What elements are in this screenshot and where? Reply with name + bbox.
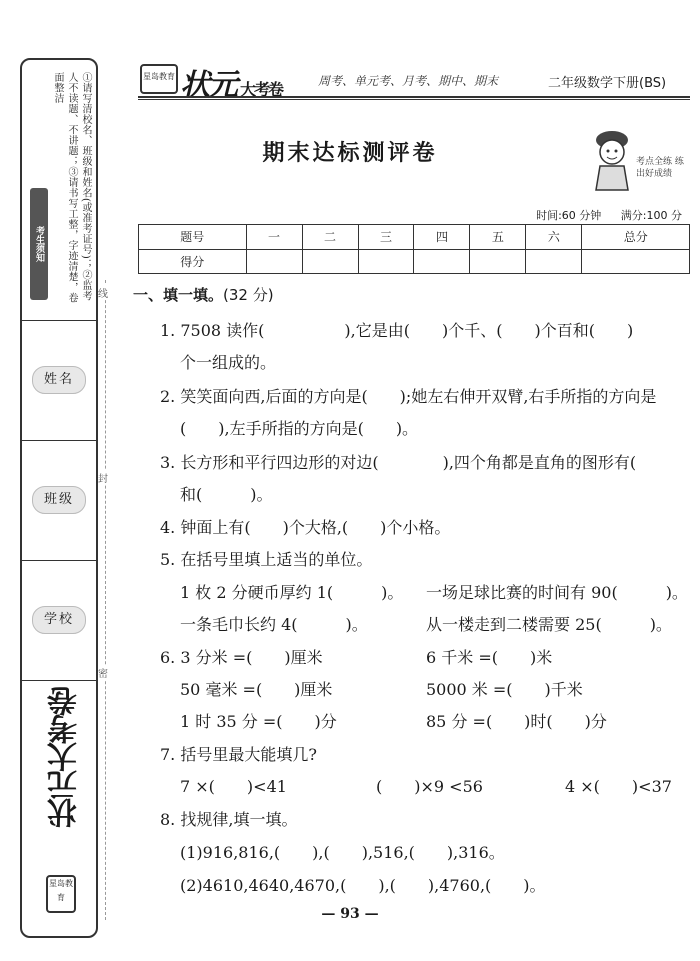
question-5d[interactable]: 从一楼走到二楼需要 25( )。 xyxy=(426,615,672,634)
name-field xyxy=(22,320,96,441)
question-6a[interactable]: 6. 3 分米 =( )厘米 xyxy=(160,648,323,667)
notes-tag: 考生须知 xyxy=(30,188,48,300)
question-6e[interactable]: 1 时 35 分 =( )分 xyxy=(180,712,337,731)
mascot xyxy=(590,126,690,196)
notes-text: ①请写清校名、班级和姓名(或准考证号)；②监考人不读题、不讲题；③请书写工整，字迹清楚，卷面整洁 xyxy=(52,72,91,303)
page-number: — 93 — xyxy=(321,906,379,922)
score-input[interactable] xyxy=(302,249,358,274)
question-4[interactable]: 4. 钟面上有( )个大格,( )个小格。 xyxy=(160,518,451,537)
section-points: (32 分) xyxy=(223,286,274,304)
cell: 题号 xyxy=(139,225,247,250)
question-8b[interactable]: (2)4610,4640,4670,( ),( ),4760,( )。 xyxy=(180,876,546,895)
side-emblem: 星岛教育 xyxy=(46,875,76,913)
header-subtitle: 周考、单元考、月考、期中、期末 xyxy=(318,74,499,88)
name-label: 姓名 xyxy=(32,366,86,394)
exam-meta xyxy=(520,207,682,223)
section-heading xyxy=(133,284,274,305)
school-label: 学校 xyxy=(32,606,86,634)
exam-notes xyxy=(22,60,96,321)
cell: 五 xyxy=(470,225,526,250)
side-brand: 状元大考卷 xyxy=(48,688,83,828)
class-field xyxy=(22,440,96,561)
question-8a[interactable]: (1)916,816,( ),( ),516,( ),316。 xyxy=(180,843,505,862)
cut-line xyxy=(105,280,106,920)
score-input[interactable] xyxy=(246,249,302,274)
score-input[interactable] xyxy=(526,249,582,274)
question-7c[interactable]: 4 ×( )<37 xyxy=(565,777,672,796)
exam-time: 时间:60 分钟 xyxy=(536,209,602,222)
brand-main: 状元 xyxy=(180,68,236,103)
class-label: 班级 xyxy=(32,486,86,514)
score-header-row xyxy=(139,225,690,250)
cut-label-line: 线 xyxy=(98,285,108,300)
cell: 总分 xyxy=(582,225,690,250)
mascot-icon xyxy=(590,126,636,192)
question-2-cont[interactable]: ( ),左手所指的方向是( )。 xyxy=(180,419,419,438)
header-rule-thin xyxy=(138,99,690,100)
score-table xyxy=(138,224,690,274)
score-input[interactable] xyxy=(582,249,690,274)
question-6c[interactable]: 50 毫米 =( )厘米 xyxy=(180,680,333,699)
question-1-cont: 个一组成的。 xyxy=(180,353,277,372)
header-grade: 二年级数学下册(BS) xyxy=(548,76,667,91)
cell: 二 xyxy=(302,225,358,250)
brand-small: 大考卷 xyxy=(240,80,283,99)
mascot-text: 考点全练 练出好成绩 xyxy=(636,157,684,179)
question-8: 8. 找规律,填一填。 xyxy=(160,810,298,829)
school-field xyxy=(22,560,96,681)
cut-label-seal: 封 xyxy=(98,470,108,485)
question-6f[interactable]: 85 分 =( )时( )分 xyxy=(426,712,607,731)
header-rule xyxy=(138,96,690,98)
section-title: 一、填一填。 xyxy=(133,286,224,304)
question-5b[interactable]: 一场足球比赛的时间有 90( )。 xyxy=(426,583,688,602)
page-title: 期末达标测评卷 xyxy=(262,140,438,166)
binding-strip xyxy=(20,58,98,938)
question-7b[interactable]: ( )×9 <56 xyxy=(376,777,483,796)
score-input[interactable] xyxy=(358,249,414,274)
question-7: 7. 括号里最大能填几? xyxy=(160,745,317,764)
question-1[interactable]: 1. 7508 读作( ),它是由( )个千、( )个百和( ) xyxy=(160,321,634,340)
score-input[interactable] xyxy=(414,249,470,274)
question-6d[interactable]: 5000 米 =( )千米 xyxy=(426,680,583,699)
question-3[interactable]: 3. 长方形和平行四边形的对边( ),四个角都是直角的图形有( xyxy=(160,453,685,472)
header-logo: 星岛教育 xyxy=(140,64,178,94)
cell: 六 xyxy=(526,225,582,250)
question-5a[interactable]: 1 枚 2 分硬币厚约 1( )。 xyxy=(180,583,404,602)
score-value-row xyxy=(139,249,690,274)
question-6b[interactable]: 6 千米 =( )米 xyxy=(426,648,553,667)
side-logo xyxy=(22,680,96,930)
question-5: 5. 在括号里填上适当的单位。 xyxy=(160,550,373,569)
cell: 四 xyxy=(414,225,470,250)
question-7a[interactable]: 7 ×( )<41 xyxy=(180,777,287,796)
score-input[interactable] xyxy=(470,249,526,274)
question-3-cont[interactable]: 和( )。 xyxy=(180,485,273,504)
question-5c[interactable]: 一条毛巾长约 4( )。 xyxy=(180,615,368,634)
cell: 一 xyxy=(246,225,302,250)
question-2[interactable]: 2. 笑笑面向西,后面的方向是( );她左右伸开双臂,右手所指的方向是 xyxy=(160,387,657,406)
exam-score: 满分:100 分 xyxy=(620,209,682,222)
cell: 三 xyxy=(358,225,414,250)
cell: 得分 xyxy=(139,249,247,274)
cut-label-secret: 密 xyxy=(98,665,108,680)
